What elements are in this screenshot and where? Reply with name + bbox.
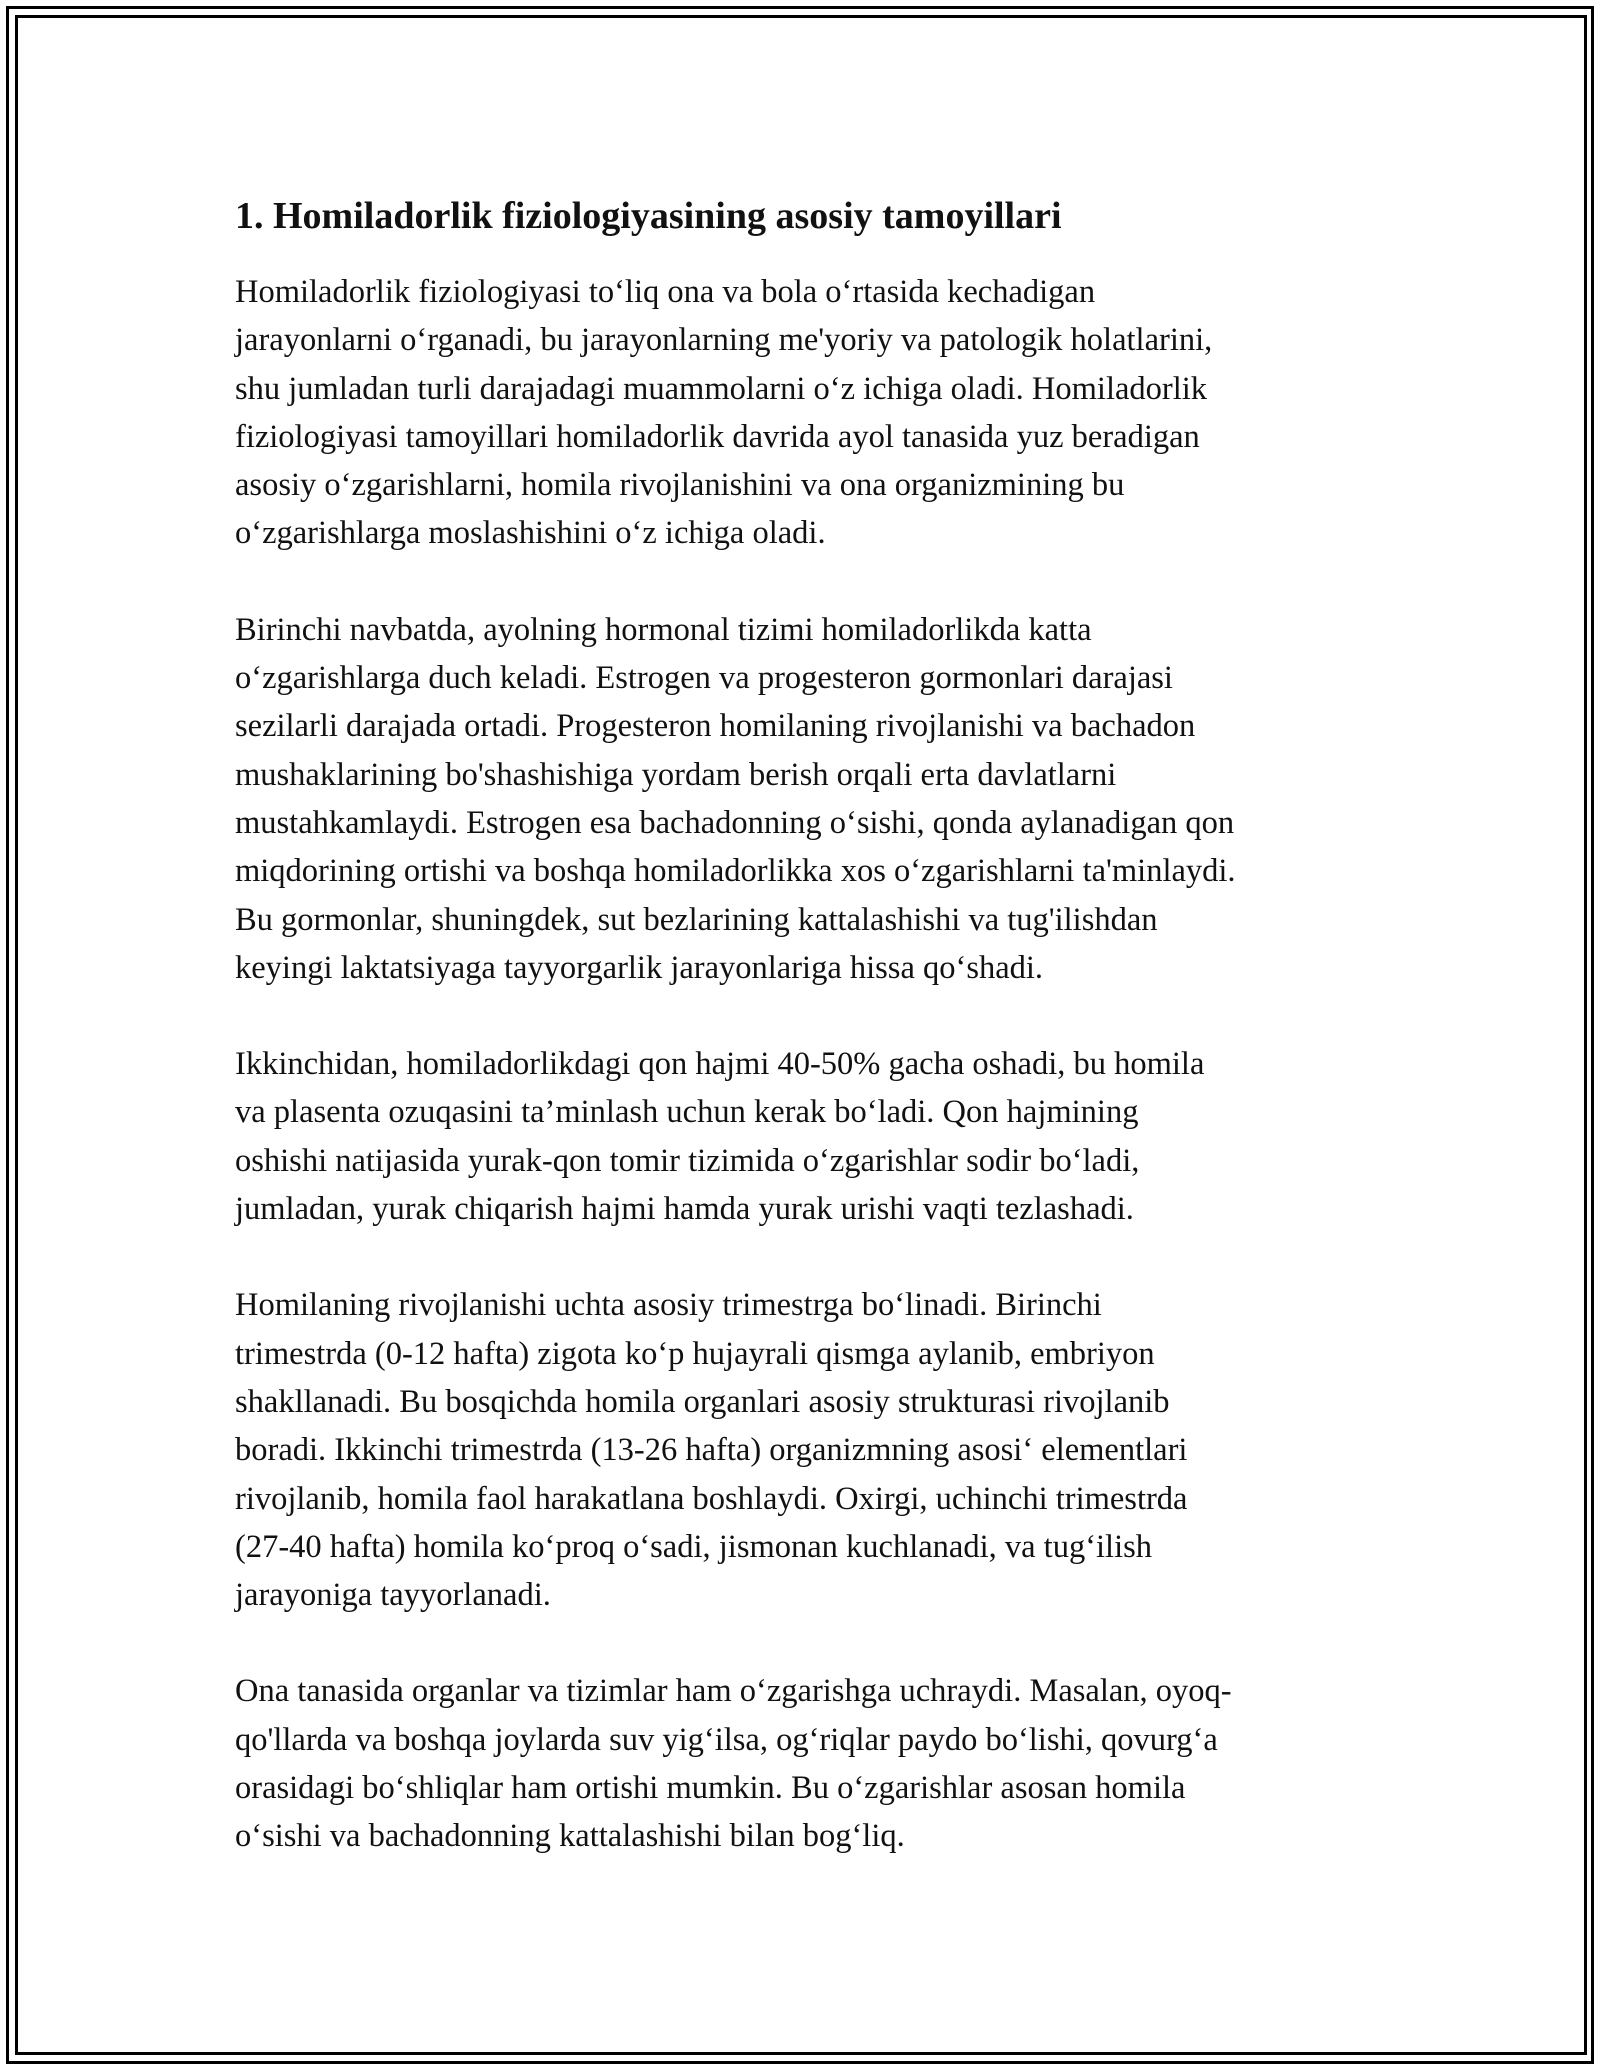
paragraph-line: qo'llarda va boshqa joylarda suv yig‘ilsa, og‘riqlar paydo bo‘lishi, qovurg‘a bbox=[235, 1721, 1218, 1758]
paragraph-line: o‘zgarishlarga duch keladi. Estrogen va progesteron gormonlari darajasi bbox=[235, 660, 1173, 697]
paragraph-line: oshishi natijasida yurak-qon tomir tizimida o‘zgarishlar sodir bo‘ladi, bbox=[235, 1142, 1140, 1179]
paragraph-line: fiziologiyasi tamoyillari homiladorlik davrida ayol tanasida yuz beradigan bbox=[235, 418, 1200, 455]
paragraph-line: Ona tanasida organlar va tizimlar ham o‘zgarishga uchraydi. Masalan, oyoq- bbox=[235, 1673, 1232, 1710]
paragraph-line: Homilaning rivojlanishi uchta asosiy trimestrga bo‘linadi. Birinchi bbox=[235, 1287, 1102, 1324]
paragraph-line: mustahkamlaydi. Estrogen esa bachadonning o‘sishi, qonda aylanadigan qon bbox=[235, 804, 1235, 841]
paragraph-line: o‘zgarishlarga moslashishini o‘z ichiga oladi. bbox=[235, 515, 826, 552]
paragraph-line: orasidagi bo‘shliqlar ham ortishi mumkin. Bu o‘zgarishlar asosan homila bbox=[235, 1770, 1186, 1807]
paragraph-line: Birinchi navbatda, ayolning hormonal tizimi homiladorlikda katta bbox=[235, 611, 1092, 648]
paragraph-line: o‘sishi va bachadonning kattalashishi bilan bog‘liq. bbox=[235, 1818, 905, 1855]
paragraph-line: sezilarli darajada ortadi. Progesteron homilaning rivojlanishi va bachadon bbox=[235, 708, 1196, 745]
paragraph-line: trimestrda (0-12 hafta) zigota ko‘p hujayrali qismga aylanib, embriyon bbox=[235, 1335, 1155, 1372]
paragraph-line: asosiy o‘zgarishlarni, homila rivojlanishini va ona organizmining bu bbox=[235, 467, 1125, 504]
paragraph-3 bbox=[235, 1040, 1370, 1233]
paragraph-line: jarayonlarni o‘rganadi, bu jarayonlarning me'yoriy va patologik holatlarini, bbox=[235, 322, 1213, 359]
paragraph-line: Bu gormonlar, shuningdek, sut bezlarining kattalashishi va tug'ilishdan bbox=[235, 901, 1158, 938]
paragraph-line: keyingi laktatsiyaga tayyorgarlik jarayonlariga hissa qo‘shadi. bbox=[235, 949, 1044, 986]
paragraph-line: shu jumladan turli darajadagi muammolarni o‘z ichiga oladi. Homiladorlik bbox=[235, 370, 1208, 407]
paragraph-5 bbox=[235, 1667, 1370, 1860]
paragraph-line: miqdorining ortishi va boshqa homiladorlikka xos o‘zgarishlarni ta'minlaydi. bbox=[235, 853, 1236, 890]
paragraph-2 bbox=[235, 606, 1370, 992]
paragraph-line: Ikkinchidan, homiladorlikdagi qon hajmi 40-50% gacha oshadi, bu homila bbox=[235, 1046, 1205, 1083]
paragraph-1 bbox=[235, 268, 1370, 558]
paragraph-line: jarayoniga tayyorlanadi. bbox=[235, 1577, 551, 1614]
paragraph-line: boradi. Ikkinchi trimestrda (13-26 hafta) organizmning asosi‘ elementlari bbox=[235, 1432, 1188, 1469]
paragraph-line: va plasenta ozuqasini ta’minlash uchun kerak bo‘ladi. Qon hajmining bbox=[235, 1094, 1139, 1131]
paragraph-4 bbox=[235, 1281, 1370, 1619]
paragraph-line: jumladan, yurak chiqarish hajmi hamda yurak urishi vaqti tezlashadi. bbox=[235, 1191, 1134, 1228]
paragraph-line: mushaklarining bo'shashishiga yordam berish orqali erta davlatlarni bbox=[235, 756, 1117, 793]
paragraph-line: (27-40 hafta) homila ko‘proq o‘sadi, jismonan kuchlanadi, va tug‘ilish bbox=[235, 1528, 1153, 1565]
paragraph-line: shakllanadi. Bu bosqichda homila organlari asosiy strukturasi rivojlanib bbox=[235, 1383, 1170, 1420]
paragraph-line: Homiladorlik fiziologiyasi to‘liq ona va bola o‘rtasida kechadigan bbox=[235, 274, 1096, 310]
document-title: 1. Homiladorlik fiziologiyasining asosiy tamoyillari bbox=[235, 195, 1062, 237]
document-body bbox=[235, 188, 1370, 1909]
paragraph-line: rivojlanib, homila faol harakatlana boshlaydi. Oxirgi, uchinchi trimestrda bbox=[235, 1480, 1188, 1517]
